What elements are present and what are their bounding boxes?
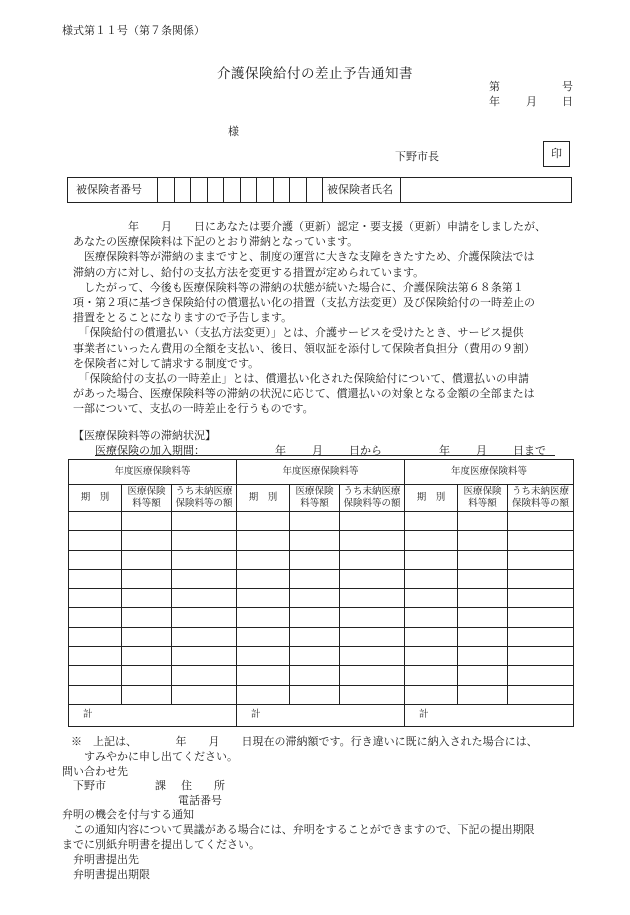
period-to-month: 月 [476,444,487,457]
table-row [69,608,574,627]
body-line: あなたの医療保険料は下記のとおり滞納となっています。 [73,235,359,249]
fiscal-year-header: 年度医療保険料等 [69,460,237,485]
col-period-header: 期 別 [69,485,122,512]
insured-number-digit[interactable] [274,178,291,202]
body-line: 事業者にいったん費用の全額を支払い、後日、領収証を添付して保険者負担分（費用の９割） [73,341,535,355]
date-month: 月 [526,95,537,108]
table-row [69,589,574,608]
insured-number-digit[interactable] [307,178,324,202]
insured-number-digit[interactable] [175,178,192,202]
insured-name-field[interactable] [401,178,571,202]
insured-number-digit[interactable] [241,178,258,202]
col-unpaid-header: うち未納医療 保険料等の額 [508,485,574,512]
body-line: 措置をとることになりますので予告します。 [73,311,293,325]
explanation-notice-body: この通知内容について異議がある場合には、弁明をすることができますので、下記の提出期限 [73,823,535,836]
arrears-section-title: 【医療保険料等の滞納状況】 [73,429,216,442]
arrears-note: ※ 上記は、 年 月 日現在の滞納額です。行き違いに既に納入された場合には、 [71,735,538,748]
issuer-mayor: 下野市長 [395,150,439,163]
insured-name-label: 被保険者氏名 [323,178,401,202]
doc-number-suffix: 号 [562,80,573,93]
contact-address: 住 所 [181,779,225,792]
submission-deadline: 弁明書提出期限 [73,868,150,881]
period-to-day: 日まで [513,444,546,457]
explanation-notice-title: 弁明の機会を付与する通知 [62,808,194,821]
period-to-year: 年 [439,444,450,457]
submission-destination: 弁明書提出先 [73,853,139,866]
body-line: 年 月 日にあなたは要介護（更新）認定・要支援（更新）申請をしましたが、 [73,220,546,233]
fiscal-year-header: 年度医療保険料等 [237,460,405,485]
col-period-header: 期 別 [237,485,290,512]
col-amount-header: 医療保険 料等額 [290,485,340,512]
arrears-table [68,459,574,727]
insured-number-digit[interactable] [191,178,208,202]
arrears-note-cont: すみやかに申し出てください。 [84,750,238,763]
table-row [69,685,574,704]
total-label: 計 [405,704,574,726]
table-row [69,531,574,550]
body-line: 一部について、支払の一時差止を行うものです。 [73,402,314,416]
explanation-notice-body-cont: までに別紙弁明書を提出してください。 [62,838,260,851]
contact-city: 下野市 [73,779,106,792]
col-period-header: 期 別 [405,485,458,512]
period-from-day: 日から [349,444,382,457]
table-total-row [69,704,574,726]
table-row [69,550,574,569]
body-line: があった場合、医療保険料等の滞納の状況に応じて、償還払いの対象となる金額の全部または [73,387,535,401]
table-row [69,569,574,588]
insured-number-digit[interactable] [257,178,274,202]
body-line: したがって、今後も医療保険料等の滞納の状態が続いた場合に、介護保険法第６８条第１ [73,280,524,294]
addressee-honorific: 様 [228,125,239,138]
total-label: 計 [237,704,405,726]
period-from-year: 年 [275,444,286,457]
body-line: を保険者に対して請求する制度です。 [73,356,260,370]
contact-department: 課 [155,779,166,792]
col-unpaid-header: うち未納医療 保険料等の額 [172,485,237,512]
col-unpaid-header: うち未納医療 保険料等の額 [340,485,405,512]
insured-info-table [67,177,572,203]
table-row [69,627,574,646]
total-label: 計 [69,704,237,726]
col-amount-header: 医療保険 料等額 [122,485,172,512]
period-label: 医療保険の加入期間： [95,444,205,457]
body-line: 「保険給付の支払の一時差止」とは、償還払い化された保険給付について、償還払いの申請 [73,372,530,386]
table-row [69,647,574,666]
doc-number-prefix: 第 [489,80,500,93]
contact-label: 問い合わせ先 [62,765,128,778]
insured-number-digit[interactable] [290,178,307,202]
fiscal-year-header: 年度医療保険料等 [405,460,574,485]
body-line: 項・第２項に基づき保険給付の償還払い化の措置（支払方法変更）及び保険給付の一時差止の [73,296,535,310]
date-day: 日 [562,95,573,108]
body-line: 医療保険料等が滞納のままですと、制度の運営に大きな支障をきたすため、介護保険法では [73,250,535,264]
seal-box: 印 [543,141,570,167]
insured-number-label: 被保険者番号 [68,178,158,202]
insured-number-digit[interactable] [208,178,225,202]
contact-phone: 電話番号 [178,794,222,807]
document-title: 介護保険給付の差止予告通知書 [217,66,413,82]
body-line: 「保険給付の償還払い（支払方法変更）」とは、介護サービスを受けたとき、サービス提供 [73,326,524,340]
insured-number-digit[interactable] [224,178,241,202]
body-line: 滞納の方に対し、給付の支払方法を変更する措置が定められています。 [73,265,425,279]
form-number: 様式第１１号（第７条関係） [62,24,205,37]
notice-body [73,219,573,417]
table-row [69,512,574,531]
date-year: 年 [489,95,500,108]
col-amount-header: 医療保険 料等額 [458,485,508,512]
insured-number-digit[interactable] [158,178,175,202]
enrollment-period [95,442,555,456]
table-row [69,666,574,685]
period-from-month: 月 [312,444,323,457]
